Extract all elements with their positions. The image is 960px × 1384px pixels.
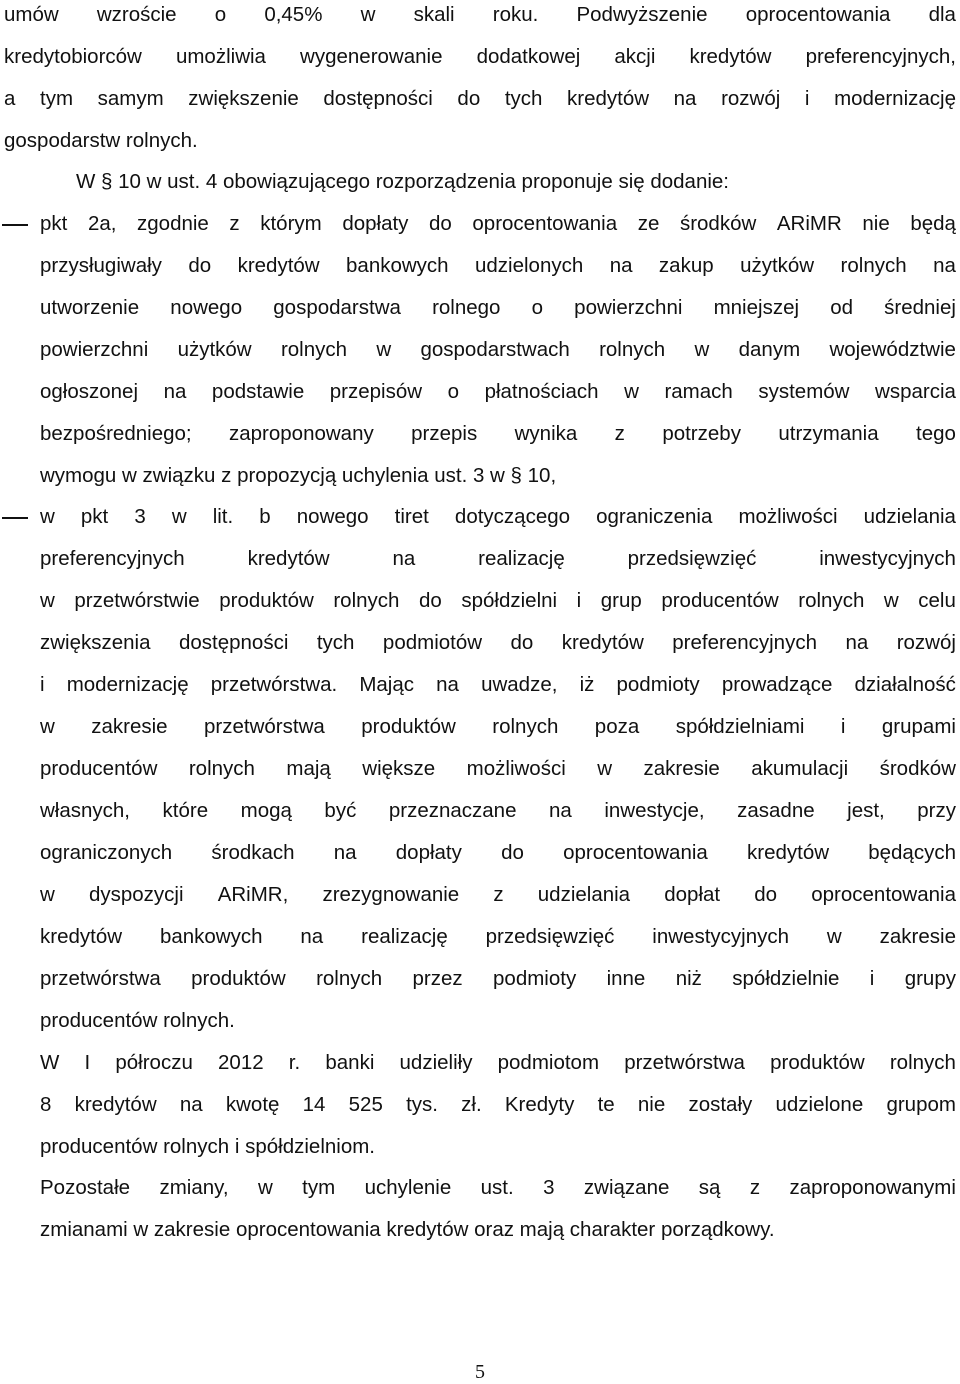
word: udzielania bbox=[863, 505, 956, 528]
text-line: producentów rolnych i spółdzielniom. bbox=[40, 1135, 376, 1158]
word: oprocentowania bbox=[811, 883, 956, 906]
word: powierzchni bbox=[574, 296, 683, 319]
word: nowego bbox=[170, 296, 243, 319]
word: rolnych bbox=[492, 715, 559, 738]
text-line bbox=[4, 2, 956, 28]
text-line: zmianami w zakresie oprocentowania kredytów oraz mają charakter porządkowy. bbox=[40, 1218, 775, 1241]
word: przetwórstwa bbox=[40, 967, 161, 990]
word: wsparcia bbox=[875, 380, 956, 403]
word: na bbox=[333, 841, 357, 864]
word: zakresie bbox=[643, 757, 720, 780]
word: 525 bbox=[348, 1093, 383, 1116]
word: do bbox=[429, 212, 452, 235]
text-line bbox=[40, 756, 956, 782]
word: przysługiwały bbox=[40, 254, 162, 277]
word: przedsięwzięć bbox=[627, 547, 757, 570]
word: w bbox=[40, 883, 55, 906]
word: działalność bbox=[854, 673, 956, 696]
word: przetwórstwa bbox=[624, 1051, 745, 1074]
word: kredytów bbox=[561, 631, 644, 654]
text-line bbox=[40, 421, 956, 447]
word: spółdzielni bbox=[461, 589, 558, 612]
word: w bbox=[171, 505, 187, 528]
word: w bbox=[597, 757, 613, 780]
word: w bbox=[883, 589, 899, 612]
text-line bbox=[40, 337, 956, 363]
word: dotyczącego bbox=[454, 505, 571, 528]
text-line bbox=[40, 924, 956, 950]
word: dla bbox=[928, 3, 956, 26]
word: umów bbox=[4, 3, 59, 26]
word: w bbox=[40, 589, 55, 612]
word: kredytów bbox=[74, 1093, 157, 1116]
word: kredytów bbox=[40, 925, 123, 948]
word: preferencyjnych bbox=[40, 547, 185, 570]
word: 3 bbox=[543, 1176, 555, 1199]
text-line bbox=[40, 630, 956, 656]
word: zaproponowanymi bbox=[789, 1176, 956, 1199]
word: województwie bbox=[829, 338, 956, 361]
word: rolnych bbox=[889, 1051, 956, 1074]
word: od bbox=[830, 296, 853, 319]
word: zgodnie bbox=[137, 212, 209, 235]
text-line bbox=[40, 798, 956, 824]
word: o bbox=[447, 380, 460, 403]
word: bankowych bbox=[159, 925, 263, 948]
word: zakup bbox=[658, 254, 714, 277]
word: do bbox=[188, 254, 212, 277]
word: przedsięwzięć bbox=[485, 925, 615, 948]
word: zasadne bbox=[737, 799, 815, 822]
word: zakresie bbox=[91, 715, 168, 738]
word: podmioty bbox=[616, 673, 700, 696]
word: tym bbox=[40, 87, 74, 110]
word: przetwórstwa. bbox=[210, 673, 338, 696]
word: Kredyty bbox=[504, 1093, 575, 1116]
word: prowadzące bbox=[721, 673, 833, 696]
word: podmiotów bbox=[382, 631, 483, 654]
text-line bbox=[40, 882, 956, 908]
word: w bbox=[40, 505, 55, 528]
word: ust. bbox=[480, 1176, 514, 1199]
word: są bbox=[698, 1176, 721, 1199]
word: gospodarstwach bbox=[420, 338, 570, 361]
word: kredytów bbox=[567, 87, 650, 110]
word: i bbox=[804, 87, 810, 110]
word: nowego bbox=[296, 505, 369, 528]
word: oprocentowania bbox=[745, 3, 891, 26]
word: nie bbox=[862, 212, 890, 235]
text-line bbox=[40, 714, 956, 740]
word: wzroście bbox=[96, 3, 177, 26]
word: środkach bbox=[211, 841, 295, 864]
word: na bbox=[392, 547, 416, 570]
word: gospodarstwa bbox=[273, 296, 401, 319]
word: samym bbox=[97, 87, 164, 110]
word: kredytów bbox=[247, 547, 330, 570]
word: modernizację bbox=[834, 87, 956, 110]
word: dodatkowej bbox=[476, 45, 581, 68]
word: mniejszej bbox=[713, 296, 800, 319]
word: zrezygnowanie bbox=[322, 883, 460, 906]
word: które bbox=[162, 799, 209, 822]
word: dopłaty bbox=[342, 212, 409, 235]
word: którym bbox=[260, 212, 322, 235]
word: użytków bbox=[740, 254, 815, 277]
word: r. bbox=[288, 1051, 301, 1074]
word: w bbox=[257, 1176, 273, 1199]
word: udzieliły bbox=[399, 1051, 473, 1074]
word: na bbox=[933, 254, 956, 277]
text-line bbox=[4, 44, 956, 70]
text-line bbox=[40, 672, 956, 698]
text-line bbox=[40, 211, 956, 237]
text-line bbox=[40, 966, 956, 992]
word: modernizację bbox=[66, 673, 189, 696]
word: w bbox=[624, 380, 639, 403]
word: średniej bbox=[884, 296, 956, 319]
word: być bbox=[324, 799, 357, 822]
word: rolnego bbox=[432, 296, 501, 319]
word: nie bbox=[637, 1093, 666, 1116]
word: W bbox=[40, 1051, 60, 1074]
word: zł. bbox=[461, 1093, 482, 1116]
word: zmiany, bbox=[159, 1176, 229, 1199]
word: podmioty bbox=[493, 967, 577, 990]
word: lit. bbox=[212, 505, 234, 528]
word: środków bbox=[879, 757, 956, 780]
word: pkt bbox=[80, 505, 109, 528]
word: 0,45% bbox=[264, 3, 323, 26]
word: grupom bbox=[886, 1093, 956, 1116]
word: utworzenie bbox=[40, 296, 140, 319]
text-line: producentów rolnych. bbox=[40, 1009, 235, 1032]
word: zwiększenia bbox=[40, 631, 151, 654]
word: z bbox=[749, 1176, 761, 1199]
word: poza bbox=[594, 715, 640, 738]
word: podmiotom bbox=[497, 1051, 600, 1074]
word: użytków bbox=[177, 338, 252, 361]
word: rolnych bbox=[798, 589, 865, 612]
word: kredytów bbox=[237, 254, 320, 277]
word: w bbox=[360, 3, 376, 26]
text-line bbox=[40, 1050, 956, 1076]
word: preferencyjnych, bbox=[805, 45, 956, 68]
word: systemów bbox=[758, 380, 850, 403]
word: I bbox=[84, 1051, 91, 1074]
word: przez bbox=[412, 967, 463, 990]
word: zwiększenie bbox=[188, 87, 299, 110]
word: producentów bbox=[661, 589, 779, 612]
word: danym bbox=[738, 338, 801, 361]
word: oprocentowania bbox=[563, 841, 708, 864]
word: przeznaczane bbox=[388, 799, 517, 822]
word: inne bbox=[606, 967, 646, 990]
word: do bbox=[510, 631, 534, 654]
word: te bbox=[597, 1093, 615, 1116]
word: produktów bbox=[770, 1051, 865, 1074]
word: przetwórstwie bbox=[74, 589, 200, 612]
word: mają bbox=[286, 757, 331, 780]
word: będą bbox=[910, 212, 956, 235]
word: rozwój bbox=[896, 631, 956, 654]
word: iż bbox=[579, 673, 595, 696]
word: o bbox=[531, 296, 544, 319]
word: na bbox=[163, 380, 187, 403]
word: potrzeby bbox=[662, 422, 741, 445]
word: tys. bbox=[406, 1093, 438, 1116]
word: na bbox=[609, 254, 633, 277]
word: ze bbox=[637, 212, 660, 235]
word: produktów bbox=[361, 715, 456, 738]
word: udzielone bbox=[775, 1093, 864, 1116]
word: ogłoszonej bbox=[40, 380, 139, 403]
word: możliwości bbox=[466, 757, 566, 780]
word: realizację bbox=[478, 547, 565, 570]
word: skali bbox=[413, 3, 455, 26]
word: o bbox=[214, 3, 227, 26]
text-line: wymogu w związku z propozycją uchylenia ust. 3 w § 10, bbox=[40, 464, 557, 487]
word: związane bbox=[583, 1176, 670, 1199]
word: rolnych bbox=[188, 757, 255, 780]
word: podstawie bbox=[211, 380, 305, 403]
word: pkt bbox=[40, 212, 68, 235]
word: półroczu bbox=[115, 1051, 193, 1074]
word: celu bbox=[918, 589, 956, 612]
word: 3 bbox=[134, 505, 146, 528]
word: akcji bbox=[614, 45, 656, 68]
word: oprocentowania bbox=[472, 212, 618, 235]
word: rozwój bbox=[721, 87, 781, 110]
word: 14 bbox=[302, 1093, 326, 1116]
word: dopłat bbox=[664, 883, 721, 906]
word: b bbox=[259, 505, 271, 528]
word: ograniczenia bbox=[596, 505, 713, 528]
word: tym bbox=[302, 1176, 336, 1199]
text-line bbox=[40, 253, 956, 279]
word: z bbox=[493, 883, 504, 906]
word: zostały bbox=[688, 1093, 753, 1116]
word: Podwyższenie bbox=[576, 3, 708, 26]
word: rolnych bbox=[840, 254, 907, 277]
word: na bbox=[436, 673, 459, 696]
text-line bbox=[40, 588, 956, 614]
word: utrzymania bbox=[778, 422, 879, 445]
word: z bbox=[614, 422, 625, 445]
word: dyspozycji bbox=[88, 883, 184, 906]
word: jest, bbox=[847, 799, 885, 822]
word: uwadze, bbox=[481, 673, 558, 696]
word: ARiMR bbox=[776, 212, 842, 235]
word: kwotę bbox=[225, 1093, 280, 1116]
text-line: W § 10 w ust. 4 obowiązującego rozporządzenia proponuje się dodanie: bbox=[76, 170, 729, 193]
word: inwestycyjnych bbox=[819, 547, 956, 570]
word: kredytobiorców bbox=[4, 45, 142, 68]
text-line bbox=[40, 1175, 956, 1201]
word: na bbox=[300, 925, 324, 948]
word: płatnościach bbox=[484, 380, 599, 403]
word: udzielonych bbox=[475, 254, 584, 277]
word: uchylenie bbox=[364, 1176, 452, 1199]
word: i bbox=[576, 589, 582, 612]
word: spółdzielniami bbox=[675, 715, 805, 738]
word: a bbox=[4, 87, 16, 110]
word: możliwości bbox=[738, 505, 838, 528]
word: dopłaty bbox=[395, 841, 462, 864]
text-line bbox=[40, 504, 956, 530]
word: producentów bbox=[40, 757, 158, 780]
text-line bbox=[40, 546, 956, 572]
word: bezpośredniego; bbox=[40, 422, 192, 445]
word: niż bbox=[675, 967, 702, 990]
word: Mając bbox=[359, 673, 415, 696]
word: rolnych bbox=[333, 589, 400, 612]
word: do bbox=[754, 883, 778, 906]
word: 2a, bbox=[87, 212, 117, 235]
word: tych bbox=[316, 631, 355, 654]
text-line: gospodarstw rolnych. bbox=[4, 129, 198, 152]
word: i bbox=[40, 673, 45, 696]
word: w bbox=[694, 338, 710, 361]
word: grupami bbox=[881, 715, 956, 738]
word: kredytów bbox=[747, 841, 830, 864]
word: grupy bbox=[904, 967, 956, 990]
word: do bbox=[419, 589, 442, 612]
word: inwestycyjnych bbox=[652, 925, 790, 948]
page-number: 5 bbox=[475, 1361, 485, 1383]
word: powierzchni bbox=[40, 338, 149, 361]
word: akumulacji bbox=[751, 757, 849, 780]
word: produktów bbox=[191, 967, 286, 990]
word: tiret bbox=[394, 505, 429, 528]
word: ograniczonych bbox=[40, 841, 173, 864]
word: wygenerowanie bbox=[300, 45, 443, 68]
word: będących bbox=[868, 841, 956, 864]
word: przetwórstwa bbox=[204, 715, 325, 738]
word: wynika bbox=[514, 422, 578, 445]
word: banki bbox=[325, 1051, 375, 1074]
word: dostępności bbox=[178, 631, 289, 654]
word: realizację bbox=[361, 925, 448, 948]
text-line bbox=[40, 295, 956, 321]
word: rolnych bbox=[280, 338, 348, 361]
word: na bbox=[179, 1093, 203, 1116]
word: na bbox=[549, 799, 572, 822]
text-line bbox=[4, 86, 956, 112]
word: bankowych bbox=[346, 254, 449, 277]
word: i bbox=[840, 715, 846, 738]
text-line bbox=[40, 840, 956, 866]
list-dash bbox=[2, 224, 28, 226]
word: inwestycje, bbox=[604, 799, 705, 822]
word: preferencyjnych bbox=[672, 631, 817, 654]
word: grup bbox=[600, 589, 642, 612]
word: udzielania bbox=[537, 883, 631, 906]
text-line bbox=[40, 379, 956, 405]
word: własnych, bbox=[40, 799, 131, 822]
word: kredytów bbox=[689, 45, 772, 68]
word: na bbox=[673, 87, 697, 110]
word: środków bbox=[679, 212, 757, 235]
word: przy bbox=[917, 799, 956, 822]
word: 8 bbox=[40, 1093, 52, 1116]
word: roku. bbox=[492, 3, 539, 26]
word: przepisów bbox=[329, 380, 423, 403]
word: przepis bbox=[411, 422, 478, 445]
word: ARiMR, bbox=[217, 883, 289, 906]
word: dostępności bbox=[323, 87, 433, 110]
word: ramach bbox=[664, 380, 733, 403]
list-dash bbox=[2, 517, 28, 519]
word: umożliwia bbox=[175, 45, 266, 68]
word: większe bbox=[362, 757, 436, 780]
word: w bbox=[40, 715, 55, 738]
word: mogą bbox=[240, 799, 292, 822]
word: Pozostałe bbox=[40, 1176, 131, 1199]
word: zakresie bbox=[879, 925, 956, 948]
word: tych bbox=[504, 87, 543, 110]
word: z bbox=[229, 212, 240, 235]
word: produktów bbox=[219, 589, 314, 612]
word: w bbox=[826, 925, 842, 948]
word: spółdzielnie bbox=[732, 967, 840, 990]
word: i bbox=[869, 967, 875, 990]
word: do bbox=[457, 87, 481, 110]
word: tego bbox=[916, 422, 956, 445]
word: rolnych bbox=[316, 967, 383, 990]
word: do bbox=[501, 841, 524, 864]
word: 2012 bbox=[218, 1051, 264, 1074]
word: na bbox=[845, 631, 869, 654]
word: zaproponowany bbox=[228, 422, 374, 445]
text-line bbox=[40, 1092, 956, 1118]
word: rolnych bbox=[599, 338, 666, 361]
word: w bbox=[376, 338, 392, 361]
